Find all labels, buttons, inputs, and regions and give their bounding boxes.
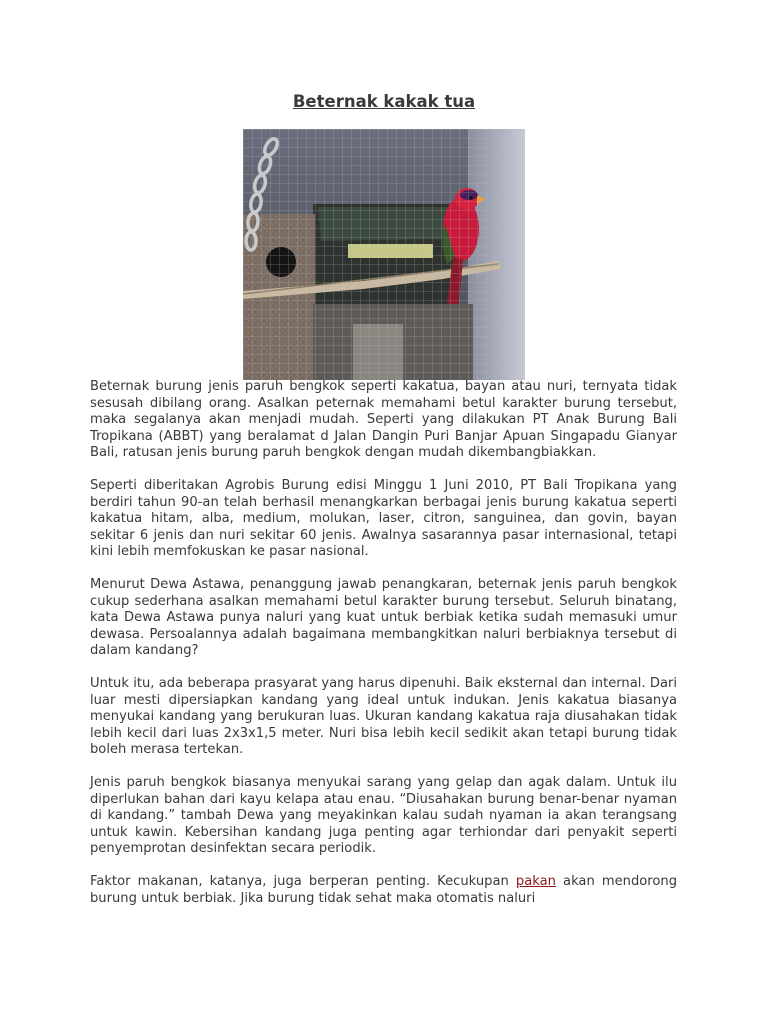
paragraph-2: Seperti diberitakan Agrobis Burung edisi Minggu 1 Juni 2010, PT Bali Tropikana yang berdiri tahun 90-an telah berhasil menangkarkan berbagai jenis burung kakatua seperti kakatua hitam, alba, medium, molukan, laser, citron, sanguinea, dan govin, bayan sekitar 6 jenis dan nuri sekitar 60 jenis. Awalnya sasarannya pasar internasional, tetapi kini lebih memfokuskan ke pasar nasional. [90,478,677,559]
paragraph-5: Jenis paruh bengkok biasanya menyukai sarang yang gelap dan agak dalam. Untuk ilu diperlukan bahan dari kayu kelapa atau enau. “Diusahakan burung benar-benar nyaman di kandang.” tambah Dewa yang meyakinkan kalau sudah nyaman ia akan terangsang untuk kawin. Kebersihan kandang juga penting agar terhiondar dari penyakit seperti penyemprotan desinfektan secara periodik. [90,775,677,856]
paragraph-6 [90,874,677,907]
paragraph-6-end: akan mendorong burung untuk berbiak. Jika burung tidak sehat maka otomatis naluri [90,874,678,906]
parrot-photo [243,129,525,380]
paragraph-6-start: Faktor makanan, katanya, juga berperan penting. Kecukupan [90,874,516,889]
paragraph-3: Menurut Dewa Astawa, penanggung jawab penangkaran, beternak jenis paruh bengkok cukup sederhana asalkan memahami betul karakter burung tersebut. Seluruh binatang, kata Dewa Astawa punya naluri yang kuat untuk berbiak ketika sudah memasuki umur dewasa. Persoalannya adalah bagaimana membangkitkan naluri berbiaknya tersebut di dalam kandang? [90,577,677,658]
article-body [90,379,677,924]
paragraph-1: Beternak burung jenis paruh bengkok seperti kakatua, bayan atau nuri, ternyata tidak sesusah dibilang orang. Asalkan peternak memahami betul karakter burung tersebut, maka segalanya akan menjadi mudah. Seperti yang dilakukan PT Anak Burung Bali Tropikana (ABBT) yang beralamat d Jalan Dangin Puri Banjar Apuan Singapadu Gianyar Bali, ratusan jenis burung paruh bengkok dengan mudah dikembangbiakkan. [90,379,677,460]
document-title: Beternak kakak tua [292,92,476,111]
paragraph-4: Untuk itu, ada beberapa prasyarat yang harus dipenuhi. Baik eksternal dan internal. Dari luar mesti dipersiapkan kandang yang ideal untuk indukan. Jenis kakatua biasanya menyukai kandang yang berukuran luas. Ukuran kandang kakatua raja diusahakan tidak lebih kecil dari luas 2x3x1,5 meter. Nuri bisa lebih kecil sedikit akan tetapi burung tidak boleh merasa tertekan. [90,676,677,757]
pakan-link[interactable]: pakan [515,874,556,889]
